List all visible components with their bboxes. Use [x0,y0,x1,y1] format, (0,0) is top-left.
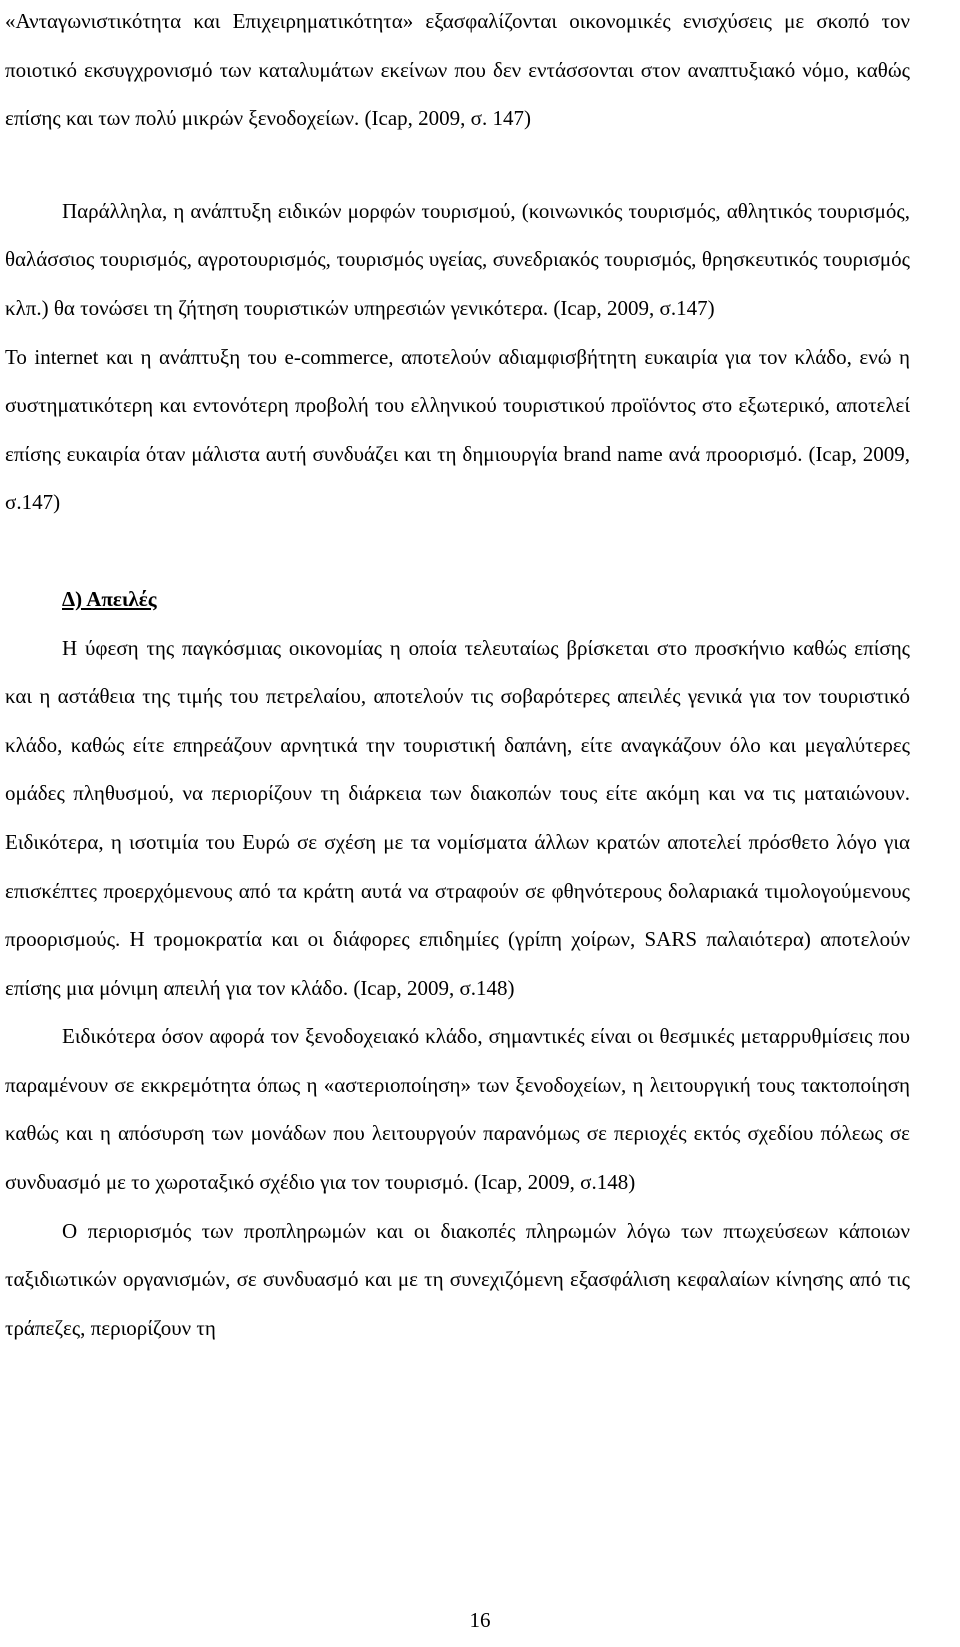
paragraph-hotel-sector: Ειδικότερα όσον αφορά τον ξενοδοχειακό κλάδο, σημαντικές είναι οι θεσμικές μεταρρυθμίσεις που παραμένουν σε εκκρεμότητα όπως η «αστεριοποίηση» των ξενοδοχείων, η λειτουργική τους τακτοποίηση καθώς και η απόσυρση των μονάδων που λειτουργούν παρανόμως σε περιοχές εκτός σχεδίου πόλεως σε συνδυασμό με το χωροταξικό σχέδιο για τον τουρισμό. (Icap, 2009, σ.148) [5,1024,910,1195]
paragraph-funding: «Ανταγωνιστικότητα και Επιχειρηματικότητα» εξασφαλίζονται οικονομικές ενισχύσεις με σκοπό τον ποιοτικό εκσυγχρονισμό των καταλυμάτων εκείνων που δεν εντάσσονται στον αναπτυξιακό νόμο, καθώς επίσης και των πολύ μικρών ξενοδοχείων. (Icap, 2009, σ. 147) [5,9,910,131]
paragraph-prepayments: Ο περιορισμός των προπληρωμών και οι διακοπές πληρωμών λόγω των πτωχεύσεων κάποιων ταξιδιωτικών οργανισμών, σε συνδυασμό και με τη συνεχιζόμενη εξασφάλιση κεφαλαίων κίνησης από τις τράπεζες, περιορίζουν τη [5,1218,910,1340]
document-page [5,0,910,1352]
section-heading-threats: Δ) Απειλές [62,586,157,611]
page-number: 16 [469,1608,491,1632]
paragraph-internet: Το internet και η ανάπτυξη του e-commerce, αποτελούν αδιαμφισβήτητη ευκαιρία για τον κλάδο, ενώ η συστηματικότερη και εντονότερη προβολή του ελληνικού τουριστικού προϊόντος στο εξωτερικό, αποτελεί επίσης ευκαιρία όταν μάλιστα αυτή συνδυάζει και τη δημιουργία brand name ανά προορισμό. (Icap, 2009, σ.147) [5,344,910,515]
paragraph-recession: Η ύφεση της παγκόσμιας οικονομίας η οποία τελευταίως βρίσκεται στο προσκήνιο καθώς επίσης και η αστάθεια της τιμής του πετρελαίου, αποτελούν τις σοβαρότερες απειλές γενικά για τον τουριστικό κλάδο, καθώς είτε επηρεάζουν αρνητικά την τουριστική δαπάνη, είτε αναγκάζουν όλο και μεγαλύτερες ομάδες πληθυσμού, να περιορίζουν τη διάρκεια των διακοπών τους είτε ακόμη και να τις ματαιώνουν. Ειδικότερα, η ισοτιμία του Ευρώ σε σχέση με τα νομίσματα άλλων κρατών αποτελεί πρόσθετο λόγο για επισκέπτες προερχόμενους από τα κράτη αυτά να στραφούν σε φθηνότερους δολαριακά τιμολογούμενους προορισμούς. Η τρομοκρατία και οι διάφορες επιδημίες (γρίπη χοίρων, SARS παλαιότερα) αποτελούν επίσης μια μόνιμη απειλή για τον κλάδο. (Icap, 2009, σ.148) [5,635,910,1000]
paragraph-special-tourism: Παράλληλα, η ανάπτυξη ειδικών μορφών τουρισμού, (κοινωνικός τουρισμός, αθλητικός τουρισμός, θαλάσσιος τουρισμός, αγροτουρισμός, τουρισμός υγείας, συνεδριακός τουρισμός, θρησκευτικός τουρισμός κλπ.) θα τονώσει τη ζήτηση τουριστικών υπηρεσιών γενικότερα. (Icap, 2009, σ.147) [5,198,910,320]
